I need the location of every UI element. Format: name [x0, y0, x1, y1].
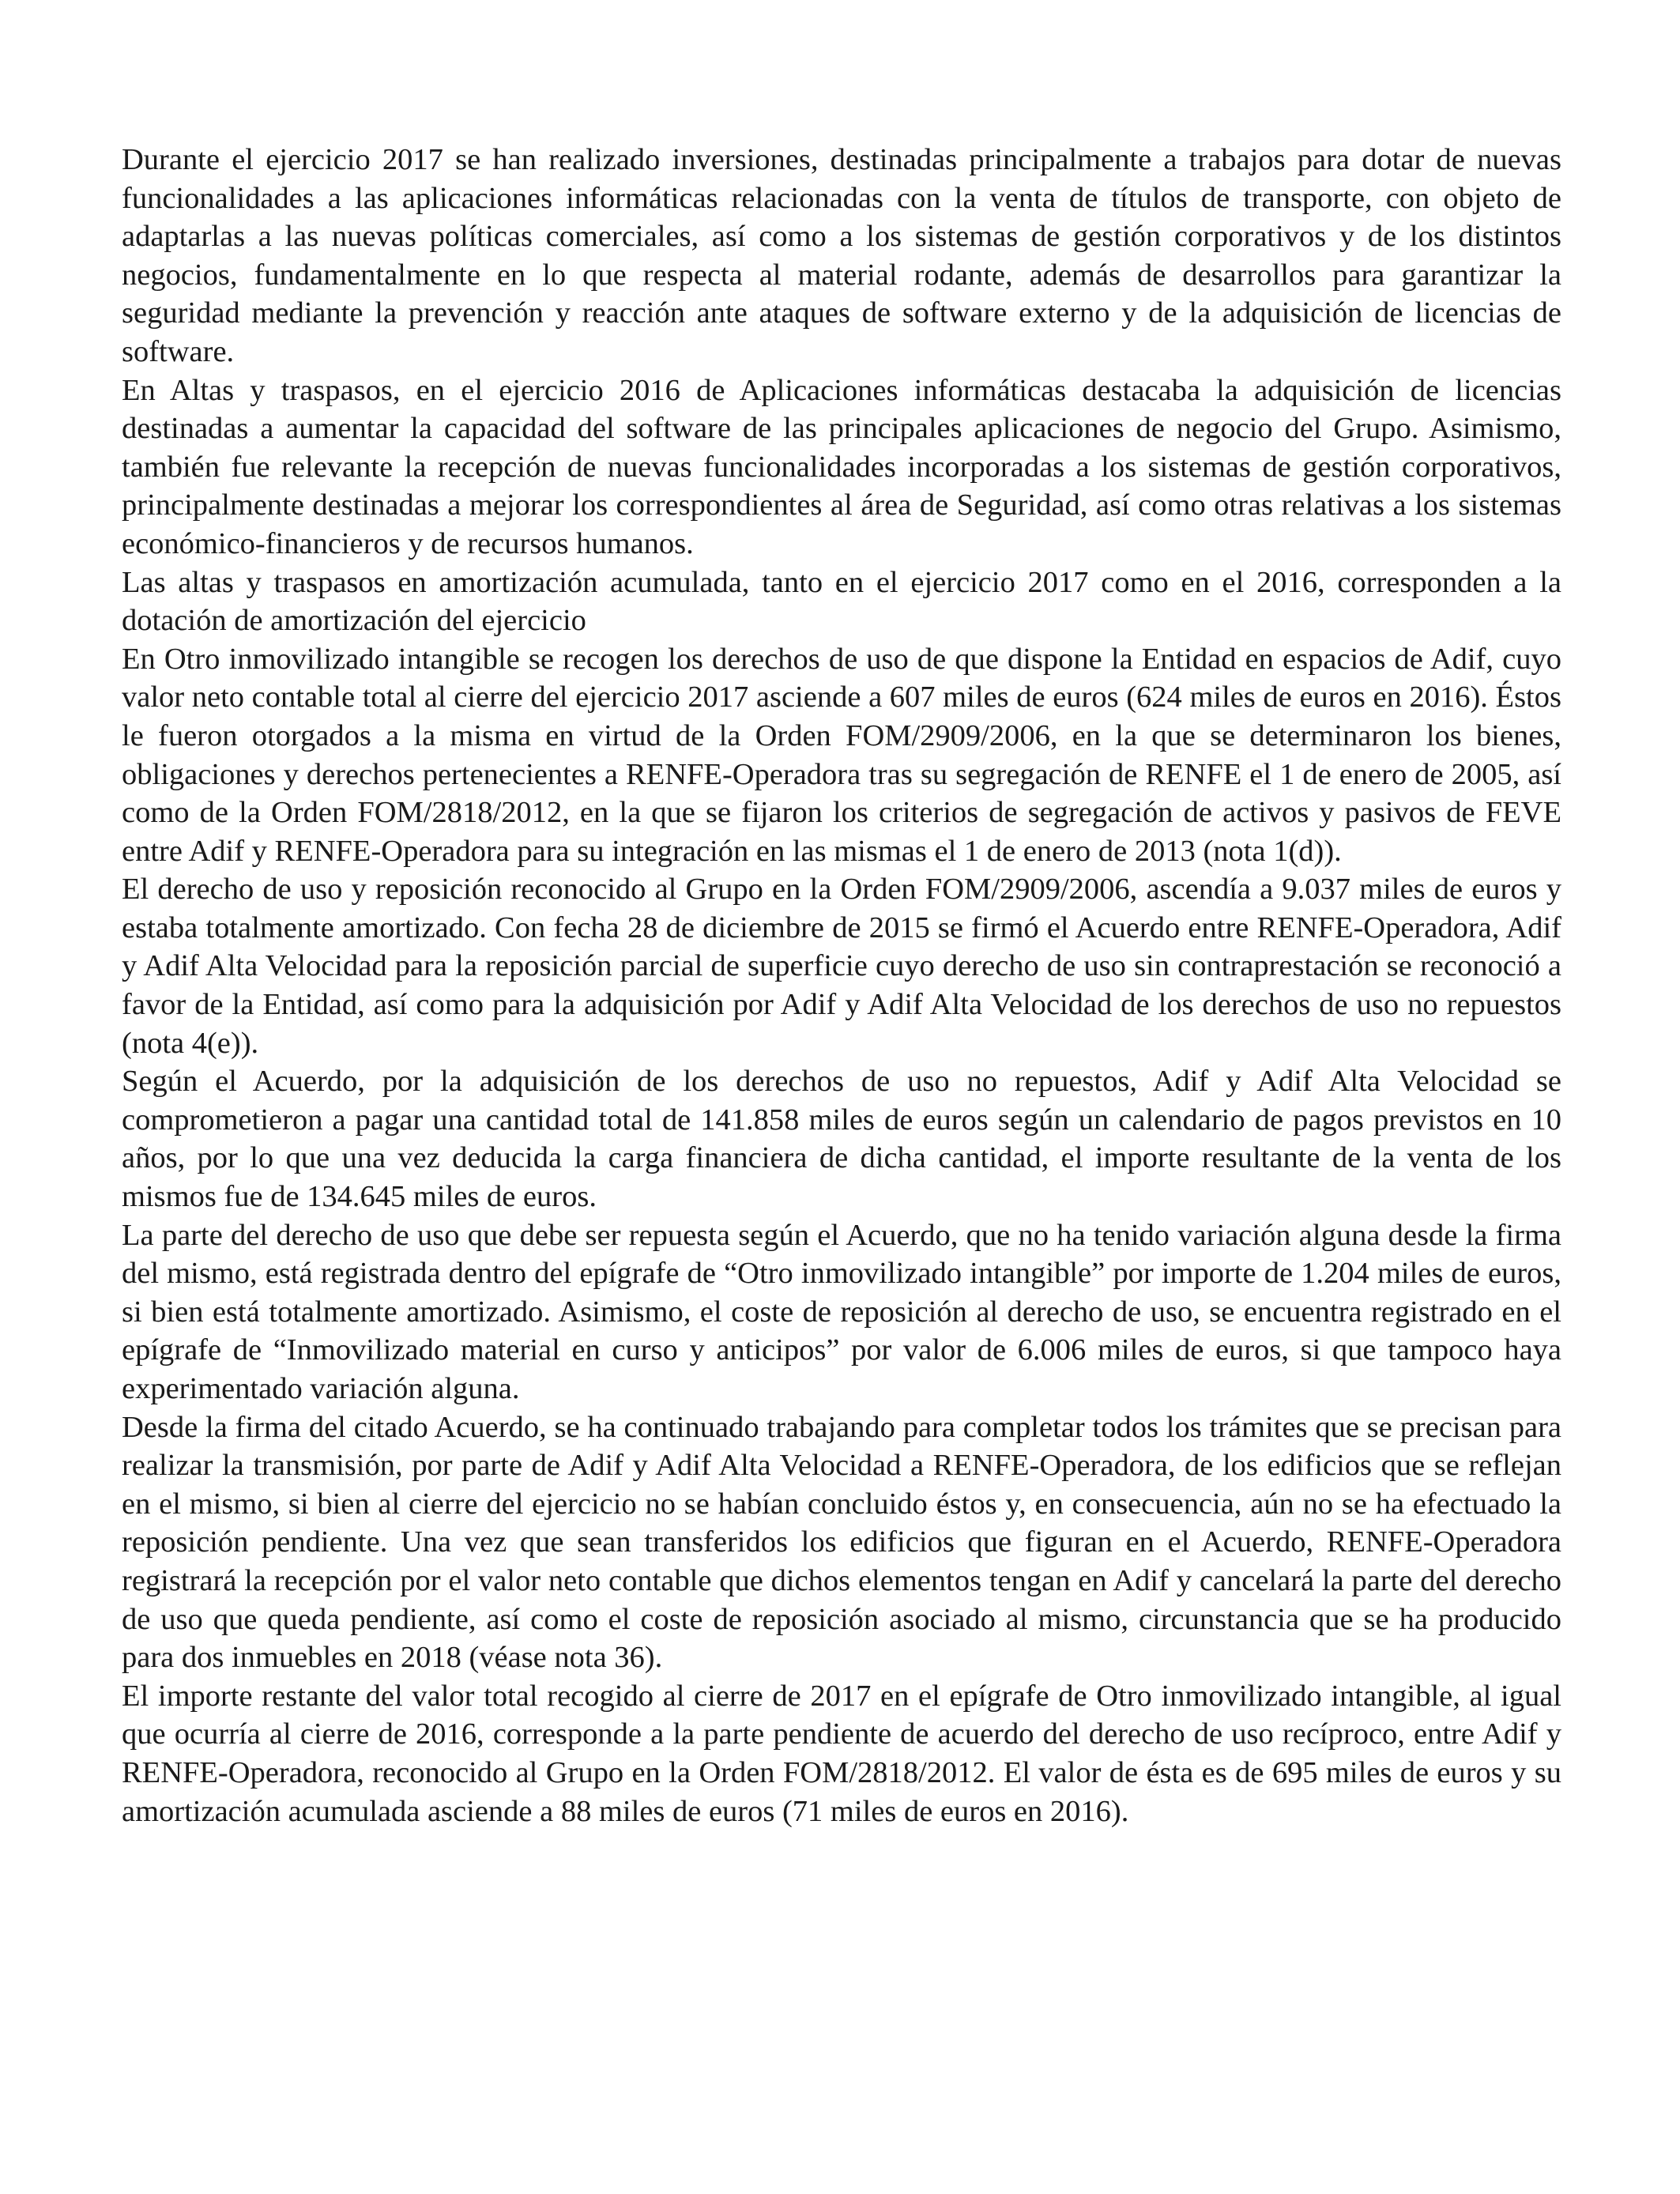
paragraph-firma-acuerdo: Desde la firma del citado Acuerdo, se ha continuado trabajando para completar todos los trámites que se precisan para realizar la transmisión, por parte de Adif y Adif Alta Velocidad a RENFE-Operadora, de los edificios que se reflejan en el mismo, si bien al cierre del ejercicio no se habían concluido éstos y, en consecuencia, aún no se ha efectuado la reposición pendiente. Una vez que sean transferidos los edificios que figuran en el Acuerdo, RENFE-Operadora registrará la recepción por el valor neto contable que dichos elementos tengan en Adif y cancelará la parte del derecho de uso que queda pendiente, así como el coste de reposición asociado al mismo, circunstancia que se ha producido para dos inmuebles en 2018 (véase nota 36).	[122, 1410, 1561, 1675]
paragraph-importe-restante: El importe restante del valor total recogido al cierre de 2017 en el epígrafe de Otro inmovilizado intangible, al igual que ocurría al cierre de 2016, corresponde a la parte pendiente de acuerdo del derecho de uso recíproco, entre Adif y RENFE-Operadora, reconocido al Grupo en la Orden FOM/2818/2012. El valor de ésta es de 695 miles de euros y su amortización acumulada asciende a 88 miles de euros (71 miles de euros en 2016).	[122, 1679, 1561, 1828]
paragraph-altas-traspasos-2016: En Altas y traspasos, en el ejercicio 2016 de Aplicaciones informáticas destacaba la adquisición de licencias destinadas a aumentar la capacidad del software de las principales aplicaciones de negocio del Grupo. Asimismo, también fue relevante la recepción de nuevas funcionalidades incorporadas a los sistemas de gestión corporativos, principalmente destinadas a mejorar los correspondientes al área de Seguridad, así como otras relativas a los sistemas económico-financieros y de recursos humanos.	[122, 373, 1561, 560]
paragraph-inversiones-2017: Durante el ejercicio 2017 se han realizado inversiones, destinadas principalmente a trabajos para dotar de nuevas funcionalidades a las aplicaciones informáticas relacionadas con la venta de títulos de transporte, con objeto de adaptarlas a las nuevas políticas comerciales, así como a los sistemas de gestión corporativos y de los distintos negocios, fundamentalmente en lo que respecta al material rodante, además de desarrollos para garantizar la seguridad mediante la prevención y reacción ante ataques de software externo y de la adquisición de licencias de software.	[122, 143, 1561, 368]
paragraph-segun-acuerdo: Según el Acuerdo, por la adquisición de los derechos de uso no repuestos, Adif y Adif Alta Velocidad se comprometieron a pagar una cantidad total de 141.858 miles de euros según un calendario de pagos previstos en 10 años, por lo que una vez deducida la carga financiera de dicha cantidad, el importe resultante de la venta de los mismos fue de 134.645 miles de euros.	[122, 1065, 1561, 1214]
paragraph-amortizacion-acumulada: Las altas y traspasos en amortización acumulada, tanto en el ejercicio 2017 como en el 2016, corresponden a la dotación de amortización del ejercicio	[122, 565, 1561, 638]
document-page	[122, 141, 1561, 1830]
paragraph-parte-derecho-uso: La parte del derecho de uso que debe ser repuesta según el Acuerdo, que no ha tenido variación alguna desde la firma del mismo, está registrada dentro del epígrafe de “Otro inmovilizado intangible” por importe de 1.204 miles de euros, si bien está totalmente amortizado. Asimismo, el coste de reposición al derecho de uso, se encuentra registrado en el epígrafe de “Inmovilizado material en curso y anticipos” por valor de 6.006 miles de euros, si que tampoco haya experimentado variación alguna.	[122, 1218, 1561, 1405]
paragraph-derecho-uso-reposicion: El derecho de uso y reposición reconocido al Grupo en la Orden FOM/2909/2006, ascendía a 9.037 miles de euros y estaba totalmente amortizado. Con fecha 28 de diciembre de 2015 se firmó el Acuerdo entre RENFE-Operadora, Adif y Adif Alta Velocidad para la reposición parcial de superficie cuyo derecho de uso sin contraprestación se reconoció a favor de la Entidad, así como para la adquisición por Adif y Adif Alta Velocidad de los derechos de uso no repuestos (nota 4(e)).	[122, 873, 1561, 1060]
paragraph-otro-inmovilizado: En Otro inmovilizado intangible se recogen los derechos de uso de que dispone la Entidad en espacios de Adif, cuyo valor neto contable total al cierre del ejercicio 2017 asciende a 607 miles de euros (624 miles de euros en 2016). Éstos le fueron otorgados a la misma en virtud de la Orden FOM/2909/2006, en la que se determinaron los bienes, obligaciones y derechos pertenecientes a RENFE-Operadora tras su segregación de RENFE el 1 de enero de 2005, así como de la Orden FOM/2818/2012, en la que se fijaron los criterios de segregación de activos y pasivos de FEVE entre Adif y RENFE-Operadora para su integración en las mismas el 1 de enero de 2013 (nota 1(d)).	[122, 642, 1561, 868]
